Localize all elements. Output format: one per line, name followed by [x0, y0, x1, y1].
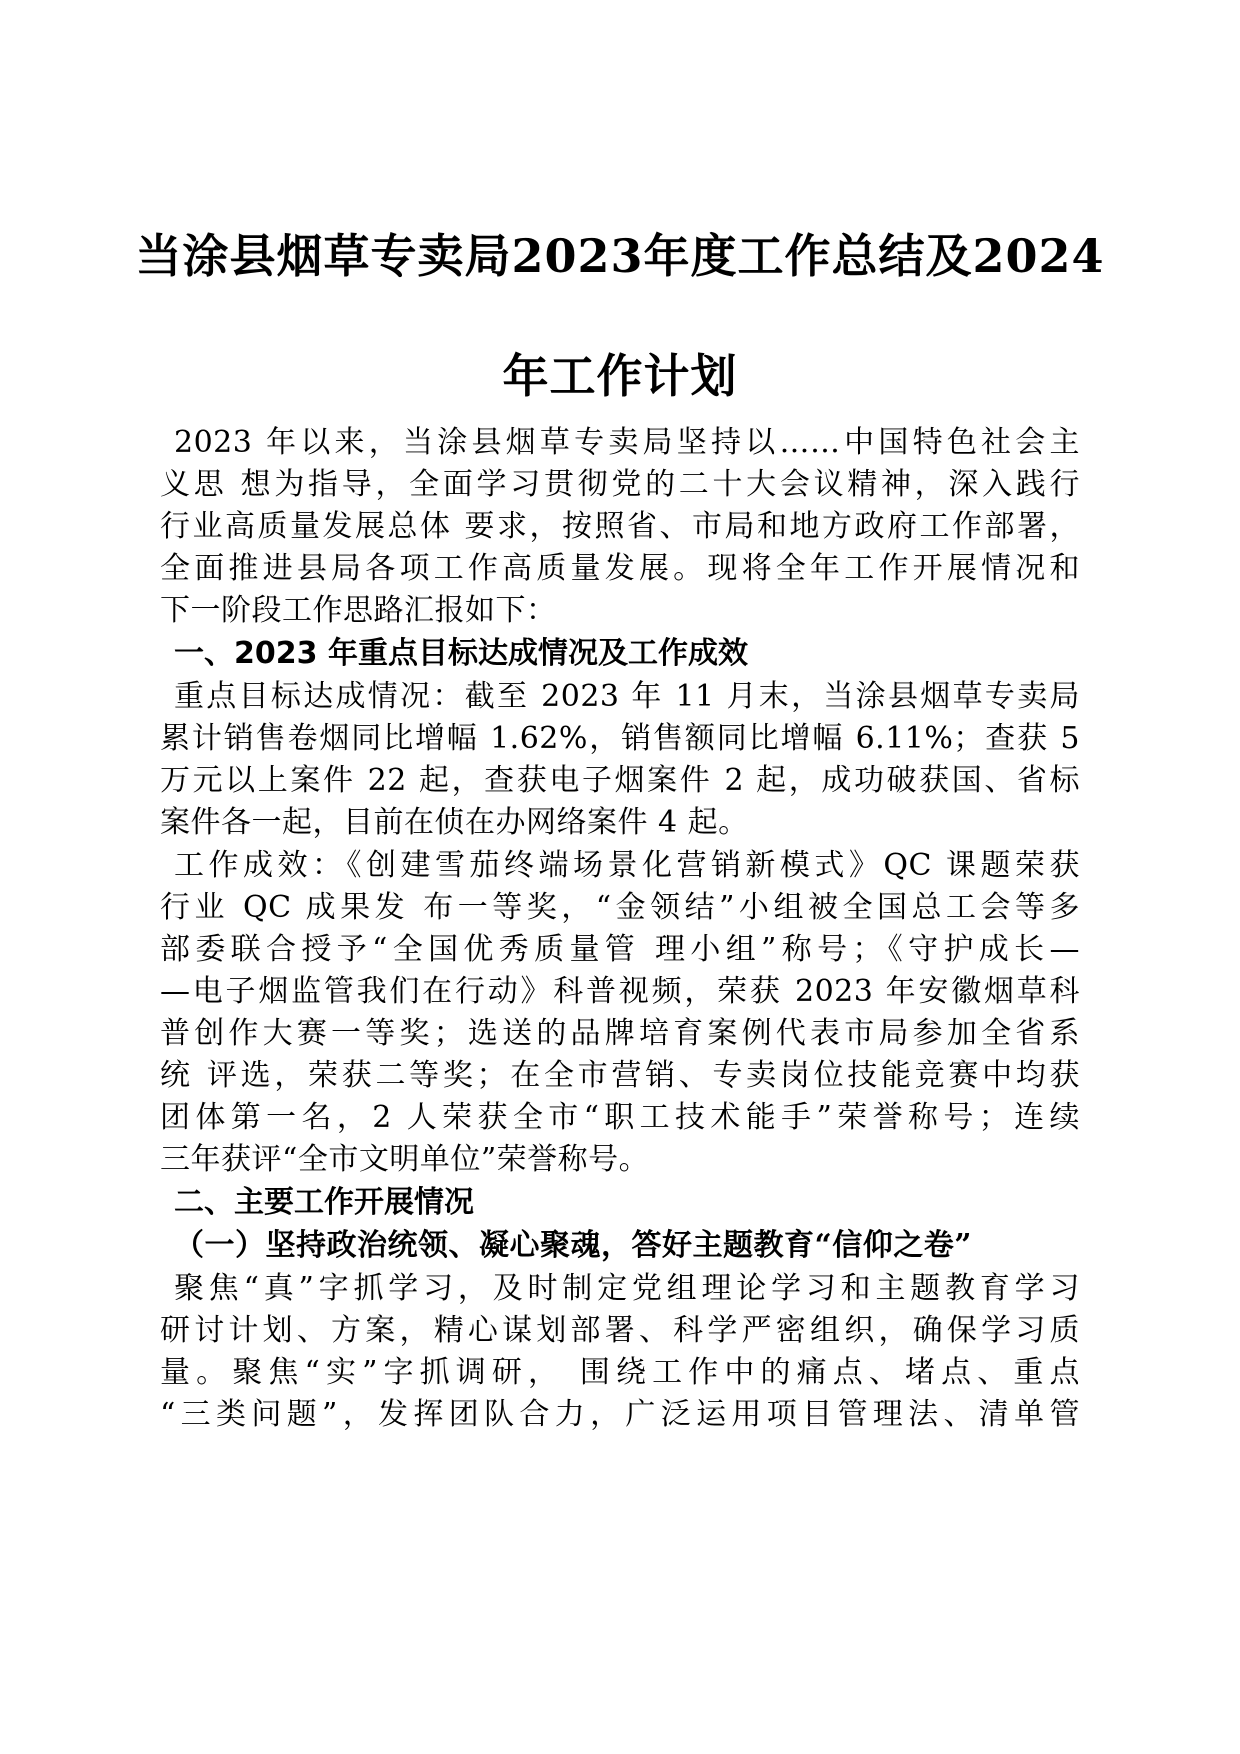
section-1-heading: 一、2023 年重点目标达成情况及工作成效	[174, 636, 748, 671]
section-2-subheading: （一）坚持政治统领、凝心聚魂，答好主题教育“信仰之卷”	[174, 1228, 973, 1263]
section-1-paragraph-2-line: 普创作大赛一等奖；选送的品牌培育案例代表市局参加全省系	[160, 1016, 1080, 1051]
section-2-paragraph-1-line: 量。聚焦“实”字抓调研， 围绕工作中的痛点、堵点、重点	[160, 1355, 1080, 1390]
intro-line: 义思 想为指导，全面学习贯彻党的二十大会议精神，深入践行	[160, 467, 1080, 502]
document-title-line-1: 当涂县烟草专卖局2023年度工作总结及2024	[135, 229, 1105, 283]
intro-line: 行业高质量发展总体 要求，按照省、市局和地方政府工作部署，	[160, 509, 1080, 544]
section-1-paragraph-2-line: 工作成效：《创建雪茄终端场景化营销新模式》QC 课题荣获	[174, 848, 1080, 883]
section-2-heading: 二、主要工作开展情况	[174, 1185, 474, 1220]
section-1-paragraph-2-line: 统 评选，荣获二等奖；在全市营销、专卖岗位技能竞赛中均获	[160, 1058, 1080, 1093]
section-1-paragraph-1-line: 重点目标达成情况：截至 2023 年 11 月末，当涂县烟草专卖局	[174, 679, 1080, 714]
section-1-paragraph-2-line: —电子烟监管我们在行动》科普视频，荣获 2023 年安徽烟草科	[160, 974, 1080, 1009]
section-2-paragraph-1-line: 聚焦“真”字抓学习，及时制定党组理论学习和主题教育学习	[174, 1271, 1080, 1306]
section-1-paragraph-1-line: 累计销售卷烟同比增幅 1.62%，销售额同比增幅 6.11%；查获 5	[160, 721, 1080, 756]
intro-line: 2023 年以来，当涂县烟草专卖局坚持以……中国特色社会主	[174, 425, 1080, 460]
section-1-paragraph-2-line: 部委联合授予“全国优秀质量管 理小组”称号；《守护成长—	[160, 932, 1080, 967]
section-1-paragraph-1-line: 万元以上案件 22 起，查获电子烟案件 2 起，成功破获国、省标	[160, 763, 1080, 798]
section-1-paragraph-2-line: 三年获评“全市文明单位”荣誉称号。	[160, 1142, 650, 1177]
document-title-line-2: 年工作计划	[502, 349, 738, 403]
intro-line: 下一阶段工作思路汇报如下：	[160, 593, 557, 628]
section-2-paragraph-1-line: “三类问题”，发挥团队合力，广泛运用项目管理法、清单管	[160, 1397, 1080, 1432]
section-2-paragraph-1-line: 研讨计划、方案，精心谋划部署、科学严密组织，确保学习质	[160, 1313, 1080, 1348]
section-1-paragraph-2-line: 行业 QC 成果发 布一等奖，“金领结”小组被全国总工会等多	[160, 890, 1080, 925]
intro-line: 全面推进县局各项工作高质量发展。现将全年工作开展情况和	[160, 551, 1080, 586]
section-1-paragraph-2-line: 团体第一名，2 人荣获全市“职工技术能手”荣誉称号；连续	[160, 1100, 1080, 1135]
section-1-paragraph-1-line: 案件各一起，目前在侦在办网络案件 4 起。	[160, 805, 749, 840]
